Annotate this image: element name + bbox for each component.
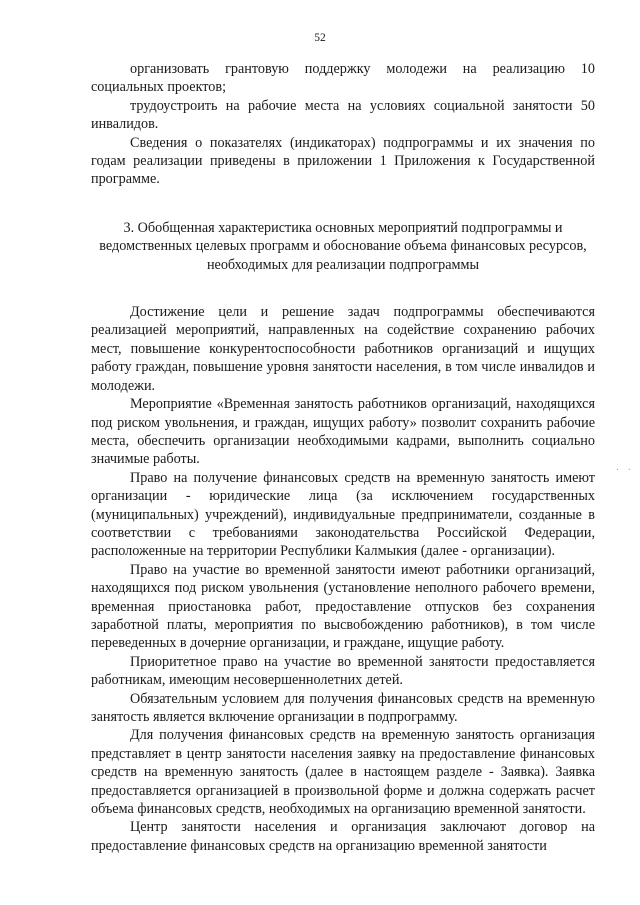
section-paragraph: Право на получение финансовых средств на временную занятость имеют организации - юридические лица (за исключением государственных (муниципальных) учреждений), индивидуальные предприниматели, созданные в соответствии с требованиями законодательства Российской Федерации, расположенные на территории Республики Калмыкия (далее - организации). [91, 469, 595, 560]
intro-paragraph: Сведения о показателях (индикаторах) подпрограммы и их значения по годам реализации приведены в приложении 1 Приложения к Государственной программе. [91, 134, 595, 188]
section-paragraph: Центр занятости населения и организация заключают договор на предоставление финансовых средств на организацию временной занятости [91, 819, 595, 854]
section-heading: 3. Обобщенная характеристика основных мероприятий подпрограммы и ведомственных целевых программ и обоснование объема финансовых ресурсов, необходимых для реализации подпрограммы [99, 219, 587, 273]
section-paragraph: Мероприятие «Временная занятость работников организаций, находящихся под риском увольнения, и граждан, ищущих работу» позволит сохранить рабочие места, обеспечить организации необходимыми кадрами, выполнить социально значимые работы. [91, 396, 595, 468]
section-paragraph: Приоритетное право на участие во временной занятости предоставляется работникам, имеющим несовершеннолетних детей. [91, 653, 595, 689]
section-paragraph: Обязательным условием для получения финансовых средств на временную занятость является включение организации в подпрограмму. [91, 690, 595, 725]
section-paragraph: Для получения финансовых средств на временную занятость организация представляет в центр занятости населения заявку на предоставление финансовых средств на временную занятость (далее в настоящем разделе - Заявка). Заявка предоставляется организацией в произвольной форме и должна содержать расчет объема финансовых средств, необходимых на организацию временной занятости. [91, 727, 595, 818]
section-paragraph: Достижение цели и решение задач подпрограммы обеспечиваются реализацией мероприятий, направленных на содействие сохранению рабочих мест, повышение конкурентоспособности работников организаций и ищущих работу граждан, повышение уровня занятости населения, в том числе инвалидов и молодежи. [91, 304, 595, 394]
scan-edge-mark: · · [615, 465, 634, 476]
intro-paragraph: организовать грантовую поддержку молодежи на реализацию 10 социальных проектов; [91, 61, 595, 96]
section-paragraph: Право на участие во временной занятости имеют работники организаций, находящихся под риском увольнения (установление неполного рабочего времени, временная приостановка работ, предоставление отпусков без сохранения заработной платы, мероприятия по высвобождению работников), в том числе переведенных в дочерние организации, и граждане, ищущие работу. [91, 561, 595, 652]
page-body [91, 60, 595, 855]
intro-paragraph: трудоустроить на рабочие места на условиях социальной занятости 50 инвалидов. [91, 97, 595, 133]
page-number: 52 [314, 32, 326, 44]
